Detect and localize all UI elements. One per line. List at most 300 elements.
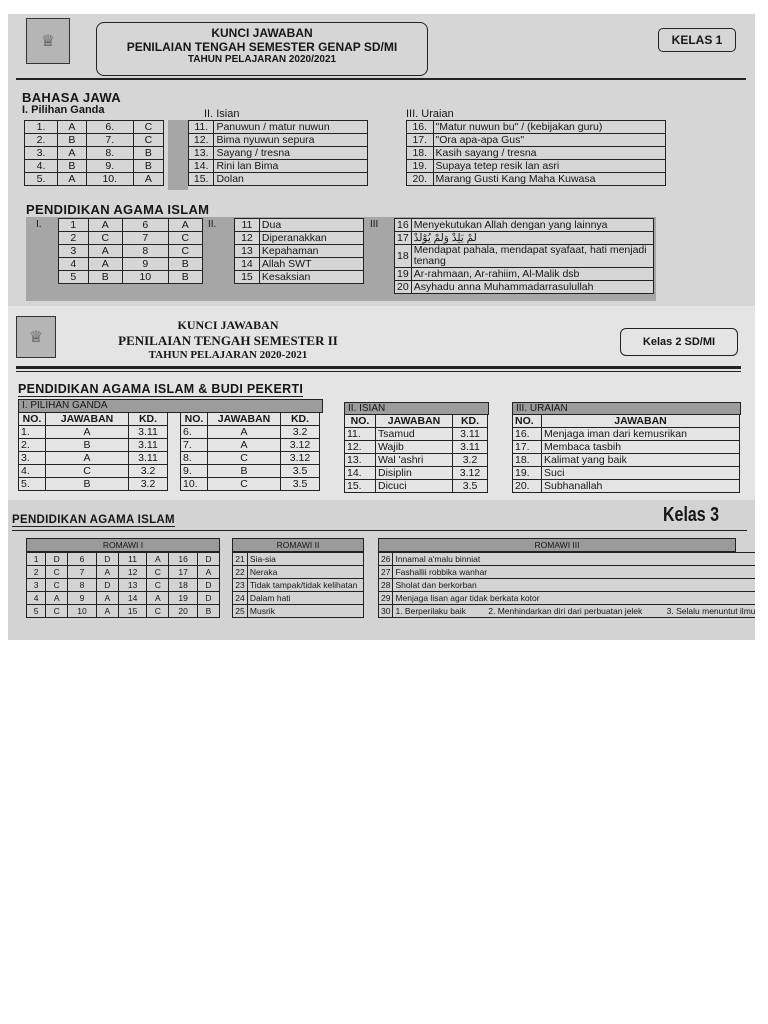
table-row: [27, 579, 220, 592]
cell-no: 12.: [189, 134, 214, 147]
cell-jawaban: Innamal a'malu binniat: [393, 553, 755, 566]
cell-answer: C: [133, 121, 163, 134]
cell-no: 16: [169, 553, 198, 566]
cell-kd: 3.5: [281, 478, 320, 491]
cell-jawaban: Subhanallah: [542, 480, 740, 493]
cell-jawaban: [393, 605, 755, 618]
table-row: [59, 219, 203, 232]
cell-answer: C: [147, 566, 169, 579]
table-row: [407, 147, 666, 160]
cell-kd: 3.11: [129, 452, 168, 465]
table-row: [407, 134, 666, 147]
table-row: [19, 439, 168, 452]
class-badge: KELAS 1: [658, 28, 736, 52]
cell-jawaban: Dalam hati: [247, 592, 363, 605]
label-isian: II. Isian: [204, 108, 240, 120]
cell-no: 14: [235, 258, 260, 271]
class-label: Kelas 3: [663, 504, 720, 526]
cell-no: 16.: [513, 428, 542, 441]
cell-no: 10.: [181, 478, 208, 491]
cell-kd: 3.12: [281, 439, 320, 452]
col-kd: KD.: [281, 413, 320, 426]
cell-no: 5.: [25, 173, 58, 186]
cell-answer: B: [57, 134, 86, 147]
cell-answer: Kasih sayang / tresna: [433, 147, 665, 160]
cell-answer: A: [57, 147, 86, 160]
cell-no: 14.: [189, 160, 214, 173]
bj-pilihan-ganda-table: [24, 120, 164, 186]
cell-no: 1.: [25, 121, 58, 134]
cell-no: 25: [233, 605, 248, 618]
cell-no: 8.: [181, 452, 208, 465]
cell-no: 18.: [513, 454, 542, 467]
table-row: [59, 245, 203, 258]
bj-uraian-table: [406, 120, 666, 186]
cell-answer: A: [57, 173, 86, 186]
cell-jawaban: A: [46, 426, 129, 439]
cell-kd: 3.11: [453, 428, 488, 441]
cell-no: 3: [59, 245, 89, 258]
cell-answer: D: [96, 579, 118, 592]
cell-no: 17.: [407, 134, 434, 147]
table-row: [513, 467, 740, 480]
table-row: [235, 271, 364, 284]
cell-no: 15.: [345, 480, 376, 493]
cell-kd: 3.12: [281, 452, 320, 465]
cell-kd: 3.2: [129, 478, 168, 491]
cell-answer: Panuwun / matur nuwun: [214, 121, 368, 134]
cell-answer: Supaya tetep resik lan asri: [433, 160, 665, 173]
cell-no: 6: [123, 219, 169, 232]
table-row: [233, 592, 364, 605]
cell-no: 20: [395, 281, 412, 294]
cell-no: 11.: [345, 428, 376, 441]
cell-answer: D: [46, 553, 68, 566]
cell-no: 8.: [86, 147, 133, 160]
cell-answer: C: [168, 245, 202, 258]
header-line-3: TAHUN PELAJARAN 2020-2021: [148, 349, 308, 361]
table-row: [345, 454, 488, 467]
cell-no: 13: [118, 579, 147, 592]
cell-no: 19: [169, 592, 198, 605]
label-romawi-3: ROMAWI III: [378, 538, 736, 552]
cell-jawaban: Musrik: [247, 605, 363, 618]
cell-no: 1: [59, 219, 89, 232]
cell-no: 13: [235, 245, 260, 258]
cell-no: 23: [233, 579, 248, 592]
table-row: [59, 258, 203, 271]
cell-no: 6.: [86, 121, 133, 134]
answer-key-sheet-kelas-1: [8, 14, 755, 306]
cell-no: 3.: [25, 147, 58, 160]
table-row: [181, 426, 320, 439]
cell-no: 7.: [181, 439, 208, 452]
table-row: [181, 465, 320, 478]
cell-answer: Allah SWT: [259, 258, 363, 271]
cell-kd: 3.2: [129, 465, 168, 478]
cell-no: 7.: [86, 134, 133, 147]
section-title-bahasa-jawa: BAHASA JAWA: [22, 90, 121, 105]
cell-jawaban: Kalimat yang baik: [542, 454, 740, 467]
cell-no: 5.: [19, 478, 46, 491]
label-romawi-2: ROMAWI II: [232, 538, 364, 552]
cell-answer: A: [133, 173, 163, 186]
cell-jawaban: B: [46, 478, 129, 491]
cell-no: 2.: [19, 439, 46, 452]
cell-no: 19.: [407, 160, 434, 173]
col-jawaban: JAWABAN: [376, 415, 453, 428]
cell-jawaban: Menjaga lisan agar tidak berkata kotor: [393, 592, 755, 605]
cell-no: 9.: [181, 465, 208, 478]
cell-kd: 3.5: [281, 465, 320, 478]
table-row: [235, 258, 364, 271]
cell-answer: "Ora apa-apa Gus": [433, 134, 665, 147]
table-row: [189, 121, 368, 134]
cell-jawaban: B: [208, 465, 281, 478]
pai-roman-3: III: [370, 219, 379, 230]
pai-pilihan-ganda-table: [58, 218, 203, 284]
cell-no: 28: [379, 579, 393, 592]
cell-jawaban: Menjaga iman dari kemusrikan: [542, 428, 740, 441]
cell-answer: A: [96, 566, 118, 579]
table-row: [407, 160, 666, 173]
cell-no: 5: [27, 605, 46, 618]
label-romawi-1: ROMAWI I: [26, 538, 220, 552]
table-row: [513, 454, 740, 467]
table-row: [379, 566, 756, 579]
col-kd: KD.: [453, 415, 488, 428]
table-row: [379, 579, 756, 592]
table-row: [235, 232, 364, 245]
table-row: [235, 245, 364, 258]
cell-no: 7: [68, 566, 97, 579]
table-row: [379, 592, 756, 605]
table-row: [345, 428, 488, 441]
cell-no: 19.: [513, 467, 542, 480]
cell-jawaban: Tidak tampak/tidak kelihatan: [247, 579, 363, 592]
cell-no: 18.: [407, 147, 434, 160]
cell-answer: A: [197, 566, 219, 579]
cell-answer: C: [46, 566, 68, 579]
romawi-1-table: [26, 552, 220, 618]
cell-no: 3: [27, 579, 46, 592]
cell-no: 15: [118, 605, 147, 618]
cell-no: 15.: [189, 173, 214, 186]
cell-answer: Sayang / tresna: [214, 147, 368, 160]
cell-no: 9.: [86, 160, 133, 173]
cell-no: 6: [68, 553, 97, 566]
table-row: [25, 147, 164, 160]
cell-no: 4: [59, 258, 89, 271]
pai-isian-table: [234, 218, 364, 284]
cell-no: 8: [123, 245, 169, 258]
col-jawaban: JAWABAN: [542, 415, 740, 428]
cell-no: 2: [27, 566, 46, 579]
table-row: [233, 566, 364, 579]
cell-no: 15: [235, 271, 260, 284]
col-no: NO.: [181, 413, 208, 426]
label-uraian: III. Uraian: [406, 108, 454, 120]
table-row: [379, 553, 756, 566]
cell-no: 3.: [19, 452, 46, 465]
answer-part-1: 1. Berperilaku baik: [395, 606, 466, 616]
cell-no: 7: [123, 232, 169, 245]
cell-no: 11: [118, 553, 147, 566]
cell-answer: Menyekutukan Allah dengan yang lainnya: [411, 219, 653, 232]
cell-answer: B: [168, 271, 202, 284]
col-no: NO.: [19, 413, 46, 426]
school-logo-icon: ♕: [16, 316, 56, 358]
cell-answer: A: [168, 219, 202, 232]
table-row: [235, 219, 364, 232]
cell-answer: D: [197, 592, 219, 605]
table-row: [181, 452, 320, 465]
cell-answer: Kepahaman: [259, 245, 363, 258]
table-row: [19, 465, 168, 478]
table-row: [189, 160, 368, 173]
table-row: [395, 232, 654, 245]
cell-no: 10.: [86, 173, 133, 186]
header-underline: [16, 78, 746, 80]
cell-jawaban: Wajib: [376, 441, 453, 454]
cell-answer: Ar-rahmaan, Ar-rahiim, Al-Malik dsb: [411, 268, 653, 281]
cell-no: 1.: [19, 426, 46, 439]
bj-separator: [168, 120, 188, 190]
cell-answer: Dua: [259, 219, 363, 232]
cell-no: 29: [379, 592, 393, 605]
cell-no: 4: [27, 592, 46, 605]
cell-no: 27: [379, 566, 393, 579]
label-isian: II. ISIAN: [344, 402, 489, 415]
col-no: NO.: [513, 415, 542, 428]
cell-no: 11.: [189, 121, 214, 134]
cell-no: 2.: [25, 134, 58, 147]
cell-no: 14.: [345, 467, 376, 480]
table-row: [407, 121, 666, 134]
cell-jawaban: Dicuci: [376, 480, 453, 493]
cell-answer: A: [88, 258, 122, 271]
answer-part-3: 3. Selalu menuntut ilmu: [666, 606, 755, 616]
cell-answer: A: [88, 245, 122, 258]
cell-no: 5: [59, 271, 89, 284]
cell-no: 2: [59, 232, 89, 245]
cell-no: 18: [169, 579, 198, 592]
header-line-1: KUNCI JAWABAN: [177, 318, 279, 332]
pai-uraian-table: [394, 218, 654, 294]
cell-no: 16.: [407, 121, 434, 134]
sheet-header: [96, 22, 428, 76]
romawi-2-table: [232, 552, 364, 618]
cell-no: 10: [123, 271, 169, 284]
cell-answer: B: [168, 258, 202, 271]
cell-answer: B: [197, 605, 219, 618]
cell-no: 26: [379, 553, 393, 566]
table-row: [513, 480, 740, 493]
cell-answer: Asyhadu anna Muhammadarrasulullah: [411, 281, 653, 294]
table-row: [25, 160, 164, 173]
cell-kd: 3.11: [129, 426, 168, 439]
header-line-3: TAHUN PELAJARAN 2020/2021: [187, 54, 337, 65]
cell-jawaban: A: [46, 452, 129, 465]
school-logo-icon: ♕: [26, 18, 70, 64]
cell-jawaban: C: [46, 465, 129, 478]
cell-answer: B: [133, 147, 163, 160]
cell-answer: لَمْ يَلِدْ وَلَمْ يُوْلَدْ: [411, 232, 653, 245]
cell-no: 17: [395, 232, 412, 245]
cell-jawaban: Sholat dan berkorban: [393, 579, 755, 592]
kelas2-uraian-table: [512, 414, 740, 493]
cell-answer: C: [147, 579, 169, 592]
cell-no: 20: [169, 605, 198, 618]
col-no: NO.: [345, 415, 376, 428]
cell-no: 13.: [345, 454, 376, 467]
cell-answer: C: [168, 232, 202, 245]
table-row: [395, 281, 654, 294]
kelas2-isian-table: [344, 414, 488, 493]
table-row: [189, 134, 368, 147]
answer-part-2: 2. Menhindarkan diri dari perbuatan jelek: [488, 606, 643, 616]
col-kd: KD.: [129, 413, 168, 426]
table-row: [181, 478, 320, 491]
cell-answer: Bima nyuwun sepura: [214, 134, 368, 147]
cell-no: 17.: [513, 441, 542, 454]
cell-answer: D: [197, 553, 219, 566]
cell-answer: A: [147, 592, 169, 605]
cell-answer: A: [57, 121, 86, 134]
cell-jawaban: Wal 'ashri: [376, 454, 453, 467]
col-jawaban: JAWABAN: [208, 413, 281, 426]
table-row: [19, 478, 168, 491]
cell-no: 11: [235, 219, 260, 232]
header-underline: [16, 366, 741, 369]
cell-no: 22: [233, 566, 248, 579]
table-row: [395, 245, 654, 268]
table-row: [189, 147, 368, 160]
col-jawaban: JAWABAN: [46, 413, 129, 426]
cell-answer: B: [57, 160, 86, 173]
answer-key-sheet-kelas-3: [8, 500, 755, 640]
cell-answer: Marang Gusti Kang Maha Kuwasa: [433, 173, 665, 186]
cell-answer: C: [46, 579, 68, 592]
table-row: [233, 605, 364, 618]
cell-no: 30: [379, 605, 393, 618]
cell-answer: Mendapat pahala, mendapat syafaat, hati menjadi tenang: [411, 245, 653, 268]
cell-answer: C: [46, 605, 68, 618]
cell-answer: B: [88, 271, 122, 284]
cell-answer: Kesaksian: [259, 271, 363, 284]
cell-answer: Diperanakkan: [259, 232, 363, 245]
cell-no: 4.: [19, 465, 46, 478]
table-row: [513, 428, 740, 441]
table-row: [513, 441, 740, 454]
cell-answer: D: [197, 579, 219, 592]
table-row: [27, 553, 220, 566]
table-row: [395, 268, 654, 281]
header-underline-thin: [16, 371, 741, 372]
romawi-3-table: [378, 552, 755, 618]
cell-kd: 3.2: [281, 426, 320, 439]
table-row: [181, 439, 320, 452]
cell-jawaban: B: [46, 439, 129, 452]
cell-no: 6.: [181, 426, 208, 439]
table-row: [189, 173, 368, 186]
label-uraian: III. URAIAN: [512, 402, 741, 415]
cell-answer: B: [133, 160, 163, 173]
cell-answer: Rini lan Bima: [214, 160, 368, 173]
cell-no: 9: [123, 258, 169, 271]
table-row: [345, 441, 488, 454]
cell-answer: A: [88, 219, 122, 232]
table-row: [25, 134, 164, 147]
header-line-1: KUNCI JAWABAN: [211, 26, 313, 40]
cell-no: 21: [233, 553, 248, 566]
cell-answer: "Matur nuwun bu" / (kebijakan guru): [433, 121, 665, 134]
table-row: [59, 271, 203, 284]
cell-answer: C: [88, 232, 122, 245]
cell-no: 12.: [345, 441, 376, 454]
cell-no: 20.: [407, 173, 434, 186]
cell-jawaban: Disiplin: [376, 467, 453, 480]
cell-answer: C: [147, 605, 169, 618]
cell-kd: 3.11: [453, 441, 488, 454]
cell-jawaban: Fashallii robbika wanhar: [393, 566, 755, 579]
cell-no: 24: [233, 592, 248, 605]
pai-roman-2: II.: [208, 219, 217, 230]
table-row: [379, 605, 756, 618]
section-title-pai-kelas-3: PENDIDIKAN AGAMA ISLAM: [12, 514, 175, 526]
table-row: [19, 426, 168, 439]
cell-no: 13.: [189, 147, 214, 160]
cell-jawaban: C: [208, 478, 281, 491]
cell-jawaban: Membaca tasbih: [542, 441, 740, 454]
label-pilihan-ganda: I. PILIHAN GANDA: [18, 399, 323, 413]
table-row: [19, 452, 168, 465]
label-pilihan-ganda: I. Pilihan Ganda: [22, 104, 105, 116]
cell-no: 12: [235, 232, 260, 245]
cell-no: 18: [395, 245, 412, 268]
cell-kd: 3.2: [453, 454, 488, 467]
table-row: [27, 605, 220, 618]
cell-jawaban: C: [208, 452, 281, 465]
bj-isian-table: [188, 120, 368, 186]
table-row: [233, 553, 364, 566]
cell-no: 12: [118, 566, 147, 579]
cell-no: 8: [68, 579, 97, 592]
cell-answer: C: [133, 134, 163, 147]
pai-roman-1: I.: [36, 219, 42, 230]
table-row: [407, 173, 666, 186]
cell-jawaban: Neraka: [247, 566, 363, 579]
cell-no: 20.: [513, 480, 542, 493]
header-line-2: PENILAIAN TENGAH SEMESTER GENAP SD/MI: [126, 40, 398, 54]
section-title-pai-bp: PENDIDIKAN AGAMA ISLAM & BUDI PEKERTI: [18, 382, 304, 396]
cell-no: 1: [27, 553, 46, 566]
answer-key-sheet-kelas-2: [8, 306, 755, 500]
cell-kd: 3.12: [453, 467, 488, 480]
header-line-2: PENILAIAN TENGAH SEMESTER II: [118, 333, 338, 348]
table-row: [25, 121, 164, 134]
cell-no: 17: [169, 566, 198, 579]
table-row: [25, 173, 164, 186]
cell-no: 14: [118, 592, 147, 605]
kelas2-pg-right-table: [180, 412, 320, 491]
table-row: [345, 480, 488, 493]
table-row: [395, 219, 654, 232]
cell-answer: A: [96, 605, 118, 618]
section-underline: [12, 530, 747, 531]
table-row: [27, 566, 220, 579]
section-title-pai: PENDIDIKAN AGAMA ISLAM: [26, 202, 210, 217]
